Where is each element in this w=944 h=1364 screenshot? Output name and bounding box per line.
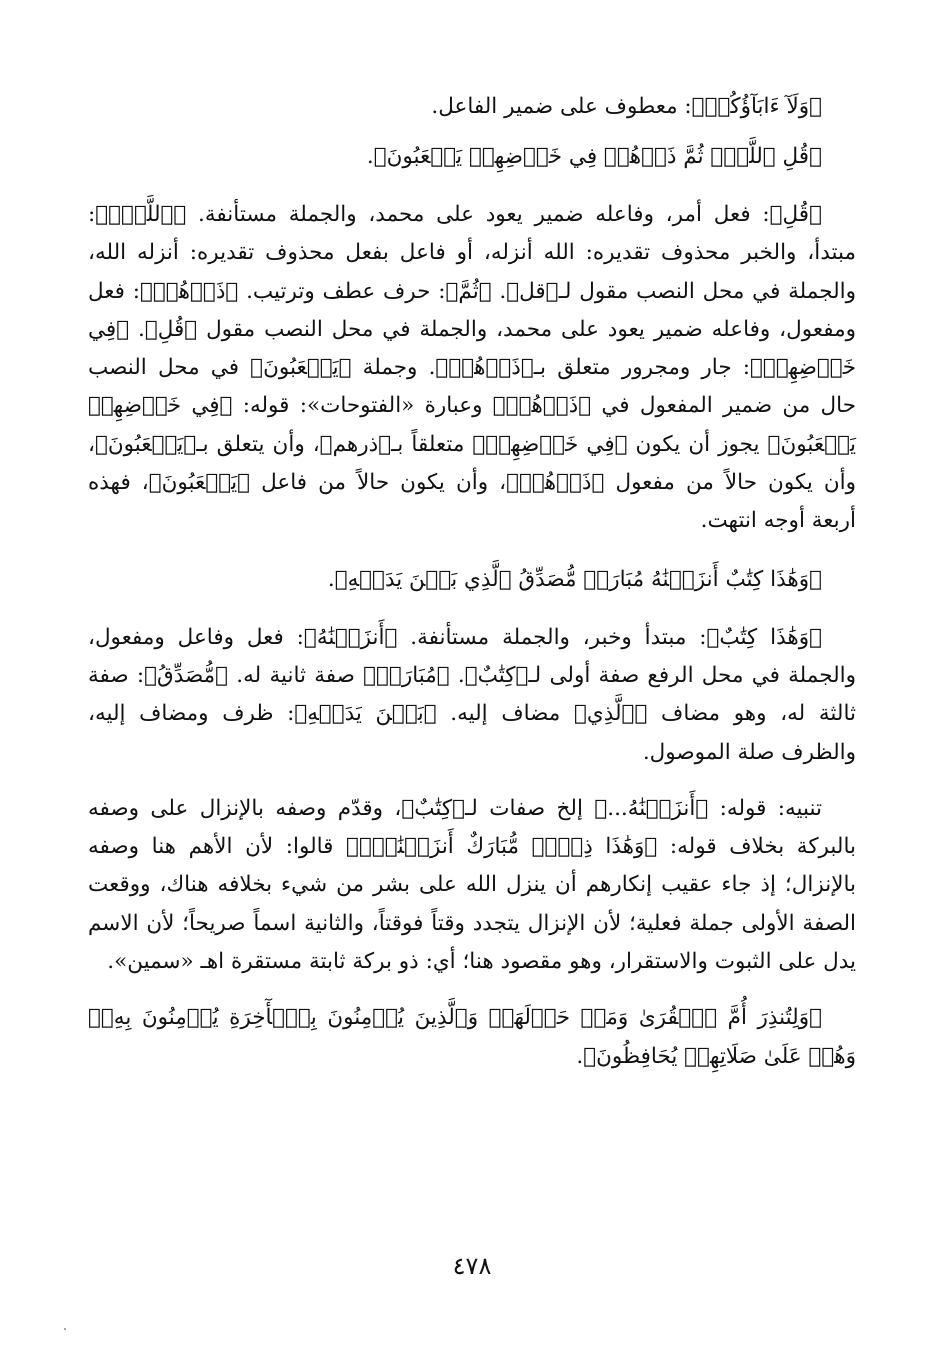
page-number: ٤٧٨ <box>452 1252 492 1280</box>
paragraph-irab-kitab: ﴿وَهَٰذَا كِتَٰبٌ﴾: مبتدأ وخبر، والجملة مستأنفة. ﴿أَنزَلۡنَٰهُ﴾: فعل وفاعل ومفعول، والجملة في محل الرفع صفة أولى لـ﴿كِتَٰبٌ﴾. ﴿مُبَارَكٞ﴾ صفة ثانية له. ﴿مُّصَدِّقُ﴾: صفة ثالثة له، وهو مضاف ﴿ٱلَّذِي﴾ مضاف إليه. ﴿بَيۡنَ يَدَيۡهِ﴾: ظرف ومضاف إليه، والظرف صلة الموصول. <box>88 624 856 765</box>
verse-1-note: ﴿وَلَآ ءَابَآؤُكُمۡ﴾: معطوف على ضمير الفاعل. <box>431 94 822 119</box>
scan-speck <box>64 1328 66 1330</box>
paragraph-irab-qul: ﴿قُلِ﴾: فعل أمر، وفاعله ضمير يعود على محمد، والجملة مستأنفة. ﴿ٱللَّهُۖ﴾: مبتدأ، والخبر محذوف تقديره: الله أنزله، أو فاعل بفعل محذوف تقديره: أنزله الله، والجملة في محل النصب مقول لـ﴿قل﴾. ﴿ثُمَّ﴾: حرف عطف وترتيب. ﴿ذَرۡهُمۡ﴾: فعل ومفعول، وفاعله ضمير يعود على محمد، والجملة في محل النصب مقول ﴿قُلِ﴾. ﴿فِي خَوۡضِهِمۡ﴾: جار ومجرور متعلق بـ﴿ذَرۡهُمۡ﴾. وجملة ﴿يَلۡعَبُونَ﴾ في محل النصب حال من ضمير المفعول في ﴿ذَرۡهُمۡ﴾ وعبارة «الفتوحات»: قوله: ﴿فِي خَوۡضِهِمۡ يَلۡعَبُونَ﴾ يجوز أن يكون ﴿فِي خَوۡضِهِمۡ﴾ متعلقاً بـ﴿ذرهم﴾، وأن يتعلق بـ﴿يَلۡعَبُونَ﴾، وأن يكون حالاً من مفعول ﴿ذَرۡهُمۡ﴾، وأن يكون حالاً من فاعل ﴿يَلۡعَبُونَ﴾، فهذه أربعة أوجه انتهت. <box>88 202 856 534</box>
verse-heading-kitab: ﴿وَهَٰذَا كِتَٰبٌ أَنزَلۡنَٰهُ مُبَارَكٞ مُّصَدِّقُ ٱلَّذِي بَيۡنَ يَدَيۡهِ﴾. <box>327 566 822 592</box>
verse-heading-qul-allah: ﴿قُلِ ٱللَّهُۖ ثُمَّ ذَرۡهُمۡ فِي خَوۡضِهِمۡ يَلۡعَبُونَ﴾. <box>366 144 822 169</box>
paragraph-tanbih: تنبيه: قوله: ﴿أَنزَلۡنَٰهُ...﴾ إلخ صفات لـ﴿كِتَٰبٌ﴾، وقدّم وصفه بالإنزال على وصفه بالبركة بخلاف قوله: ﴿وَهَٰذَا ذِكۡرٞ مُّبَارَكٌ أَنزَلۡنَٰهُۚ﴾ قالوا: لأن الأهم هنا وصفه بالإنزال؛ إذ جاء عقيب إنكارهم أن ينزل الله على بشر من شيء بخلافه هناك، ووقعت الصفة الأولى جملة فعلية؛ لأن الإنزال يتجدد وقتاً فوقتاً، والثانية اسماً صريحاً؛ لأن الاسم يدل على الثبوت والاستقرار، وهو مقصود هنا؛ أي: ذو بركة ثابتة مستقرة اهـ «سمين». <box>88 795 856 975</box>
page-body <box>88 82 856 1076</box>
verse-heading-litundhira: ﴿وَلِتُنذِرَ أُمَّ ٱلۡقُرَىٰ وَمَنۡ حَوۡلَهَاۚ وَٱلَّذِينَ يُؤۡمِنُونَ بِٱلۡأٓخِرَةِ يُؤۡمِنُونَ بِهِۦۖ وَهُمۡ عَلَىٰ صَلَاتِهِمۡ يُحَافِظُونَ﴾. <box>88 1005 856 1069</box>
